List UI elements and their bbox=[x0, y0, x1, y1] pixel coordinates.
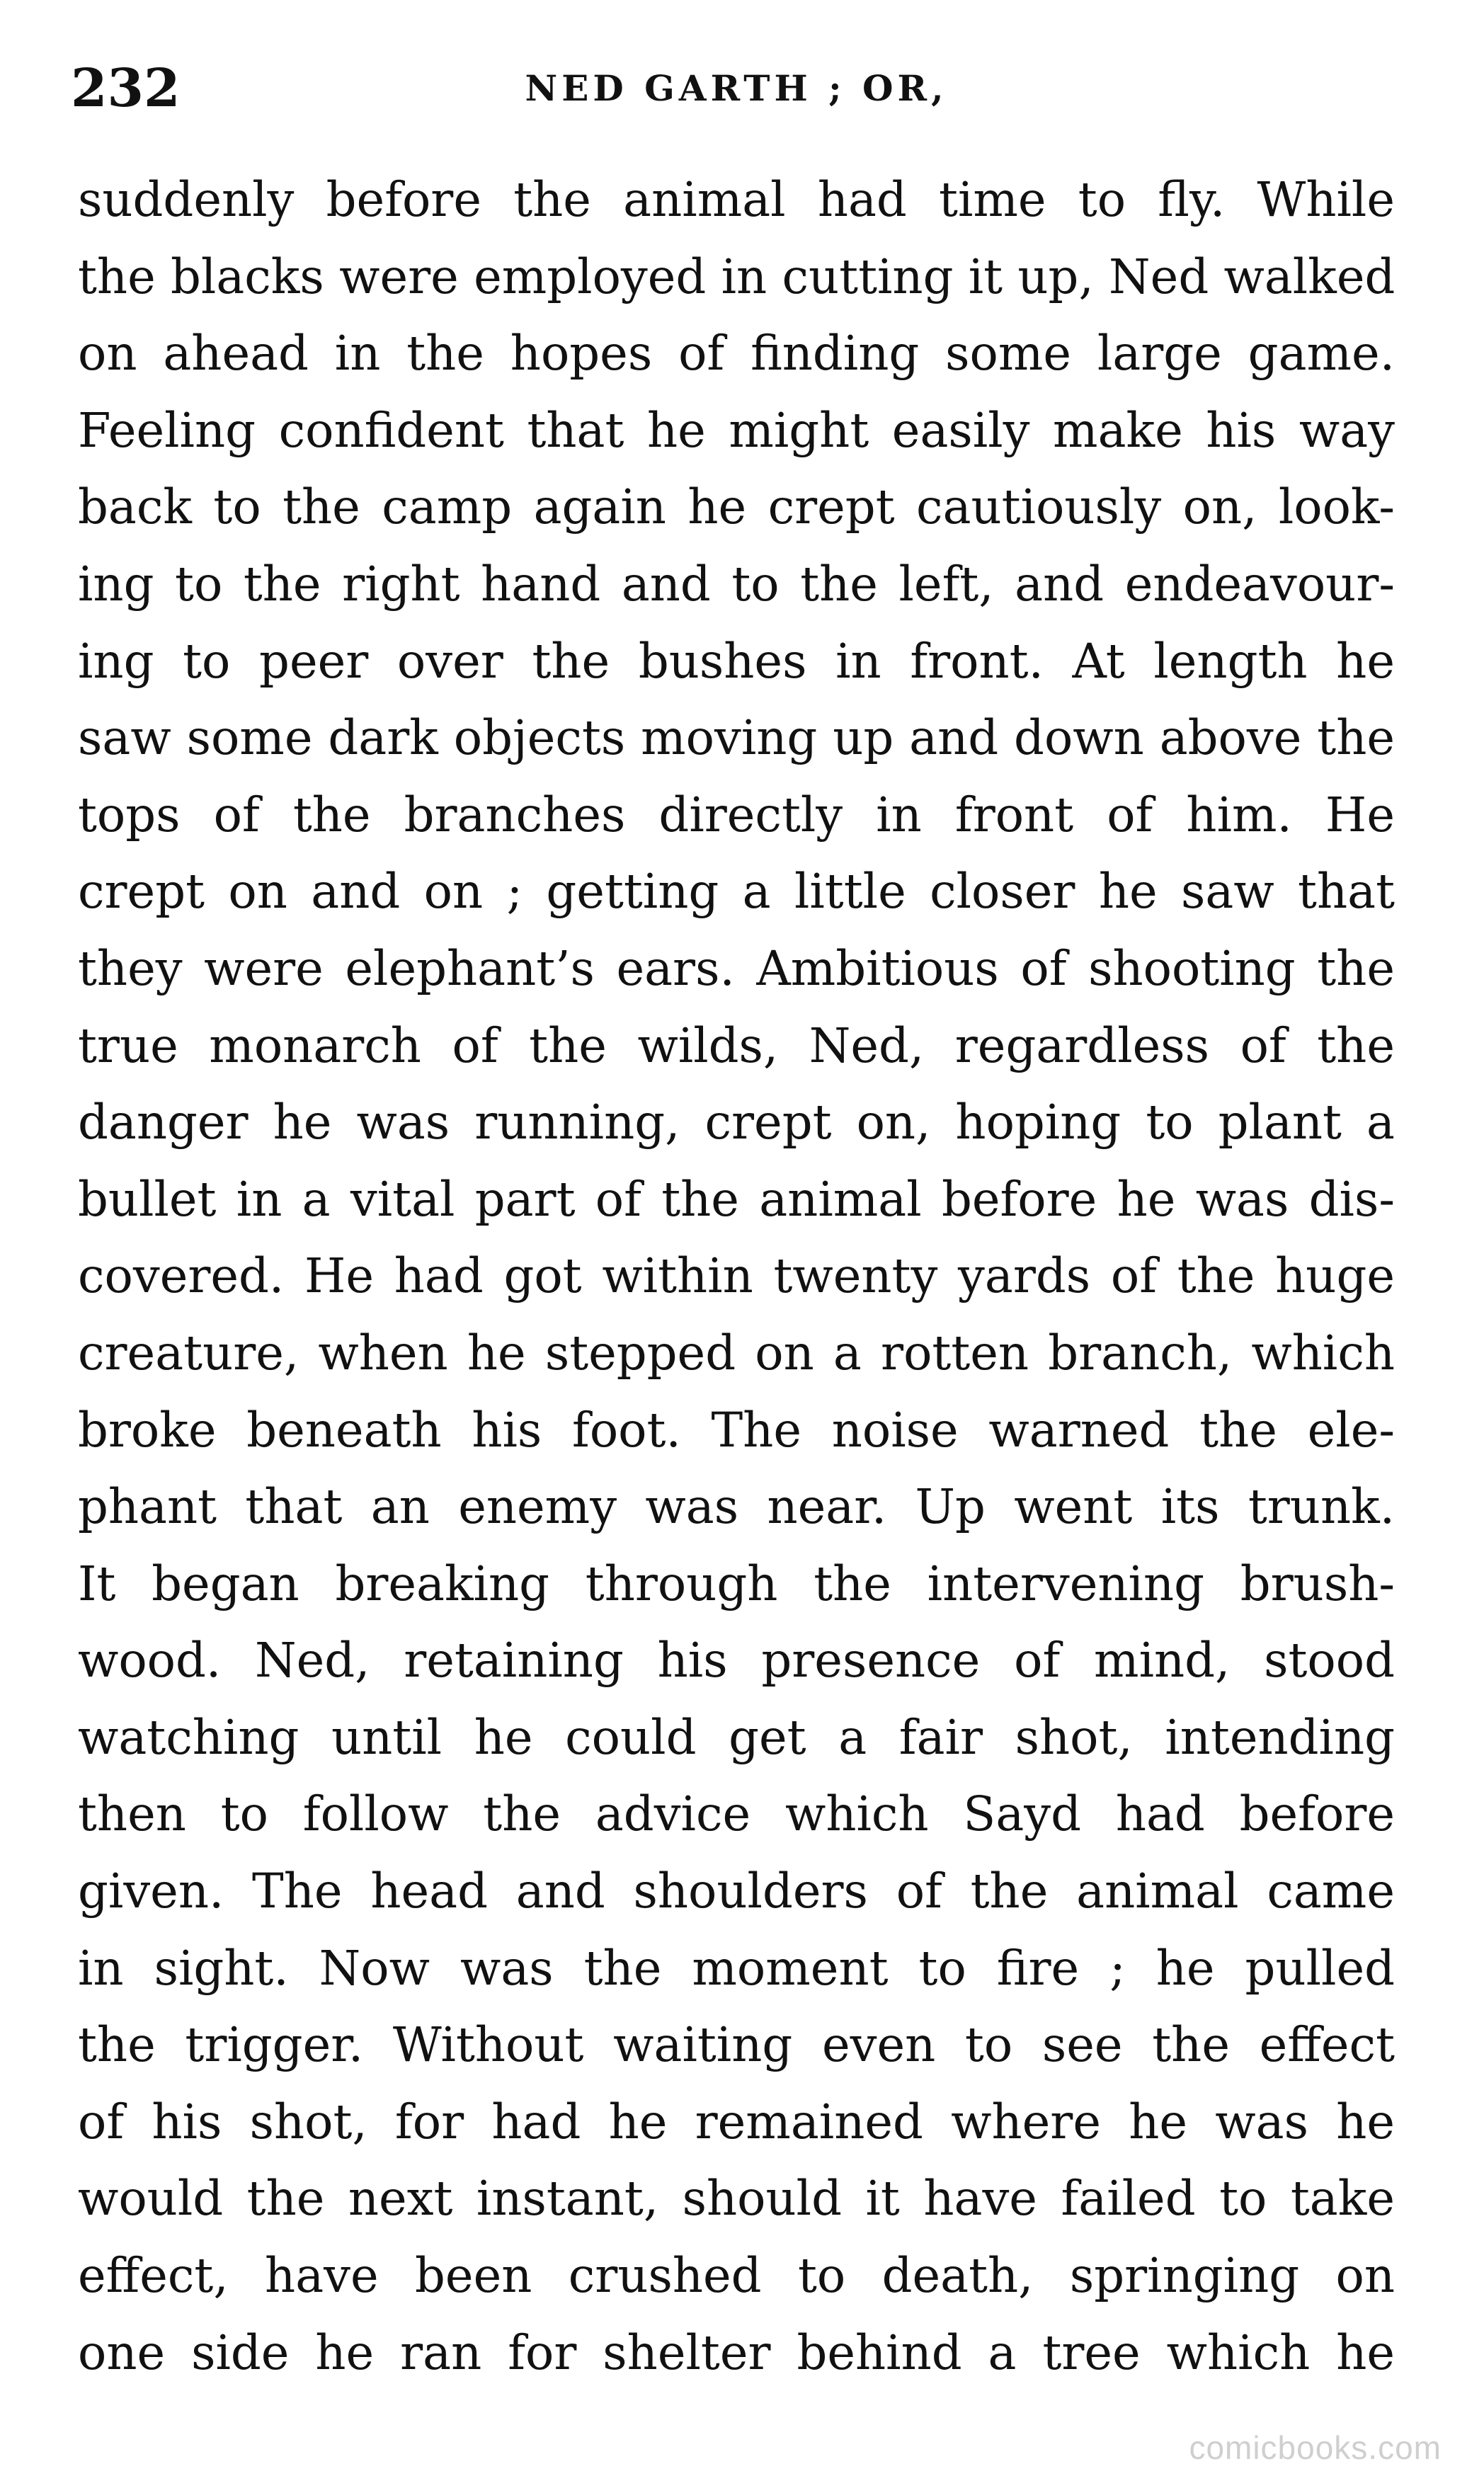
text-line: the blacks were employed in cutting it up, Ned walked bbox=[78, 249, 1395, 304]
text-line: saw some dark objects moving up and down above the bbox=[78, 710, 1395, 766]
running-head: NED GARTH ; OR, bbox=[525, 67, 948, 109]
text-line: ing to the right hand and to the left, and endeavour- bbox=[78, 556, 1395, 612]
page-header bbox=[71, 50, 1402, 127]
watermark: comicbooks.com bbox=[1189, 2429, 1442, 2466]
text-line: effect, have been crushed to death, springing on bbox=[78, 2248, 1395, 2304]
text-line: crept on and on ; getting a little closer he saw that bbox=[78, 864, 1395, 920]
text-line: wood. Ned, retaining his presence of mind, stood bbox=[78, 1633, 1395, 1689]
text-line: on ahead in the hopes of finding some large game. bbox=[78, 326, 1395, 382]
text-line: creature, when he stepped on a rotten branch, which bbox=[78, 1325, 1395, 1381]
text-line: Feeling confident that he might easily make his way bbox=[78, 402, 1395, 458]
text-line: covered. He had got within twenty yards of the huge bbox=[78, 1248, 1395, 1304]
body-text bbox=[78, 161, 1395, 2391]
text-line: given. The head and shoulders of the animal came bbox=[78, 1864, 1395, 1919]
text-line: watching until he could get a fair shot, intending bbox=[78, 1709, 1395, 1765]
page-number: 232 bbox=[71, 58, 181, 119]
text-line: the trigger. Without waiting even to see the effect bbox=[78, 2017, 1395, 2073]
text-line: in sight. Now was the moment to fire ; he pulled bbox=[78, 1940, 1395, 1996]
text-line: they were elephant’s ears. Ambitious of shooting the bbox=[78, 940, 1395, 996]
text-line: bullet in a vital part of the animal before he was dis- bbox=[78, 1171, 1395, 1227]
text-line: tops of the branches directly in front of him. He bbox=[78, 787, 1395, 843]
text-line: would the next instant, should it have failed to take bbox=[78, 2171, 1395, 2227]
text-line: danger he was running, crept on, hoping to plant a bbox=[78, 1095, 1395, 1151]
text-line: ing to peer over the bushes in front. At length he bbox=[78, 633, 1395, 689]
text-line: one side he ran for shelter behind a tree which he bbox=[78, 2324, 1395, 2380]
text-line: of his shot, for had he remained where he was he bbox=[78, 2094, 1395, 2150]
text-line: true monarch of the wilds, Ned, regardless of the bbox=[78, 1017, 1395, 1073]
text-line: suddenly before the animal had time to fly. While bbox=[78, 172, 1395, 227]
text-line: then to follow the advice which Sayd had before bbox=[78, 1786, 1395, 1842]
text-line: back to the camp again he crept cautiously on, look- bbox=[78, 479, 1395, 535]
text-line: It began breaking through the intervening brush- bbox=[78, 1556, 1395, 1611]
text-line: broke beneath his foot. The noise warned the ele- bbox=[78, 1402, 1395, 1458]
text-line: phant that an enemy was near. Up went its trunk. bbox=[78, 1479, 1395, 1535]
